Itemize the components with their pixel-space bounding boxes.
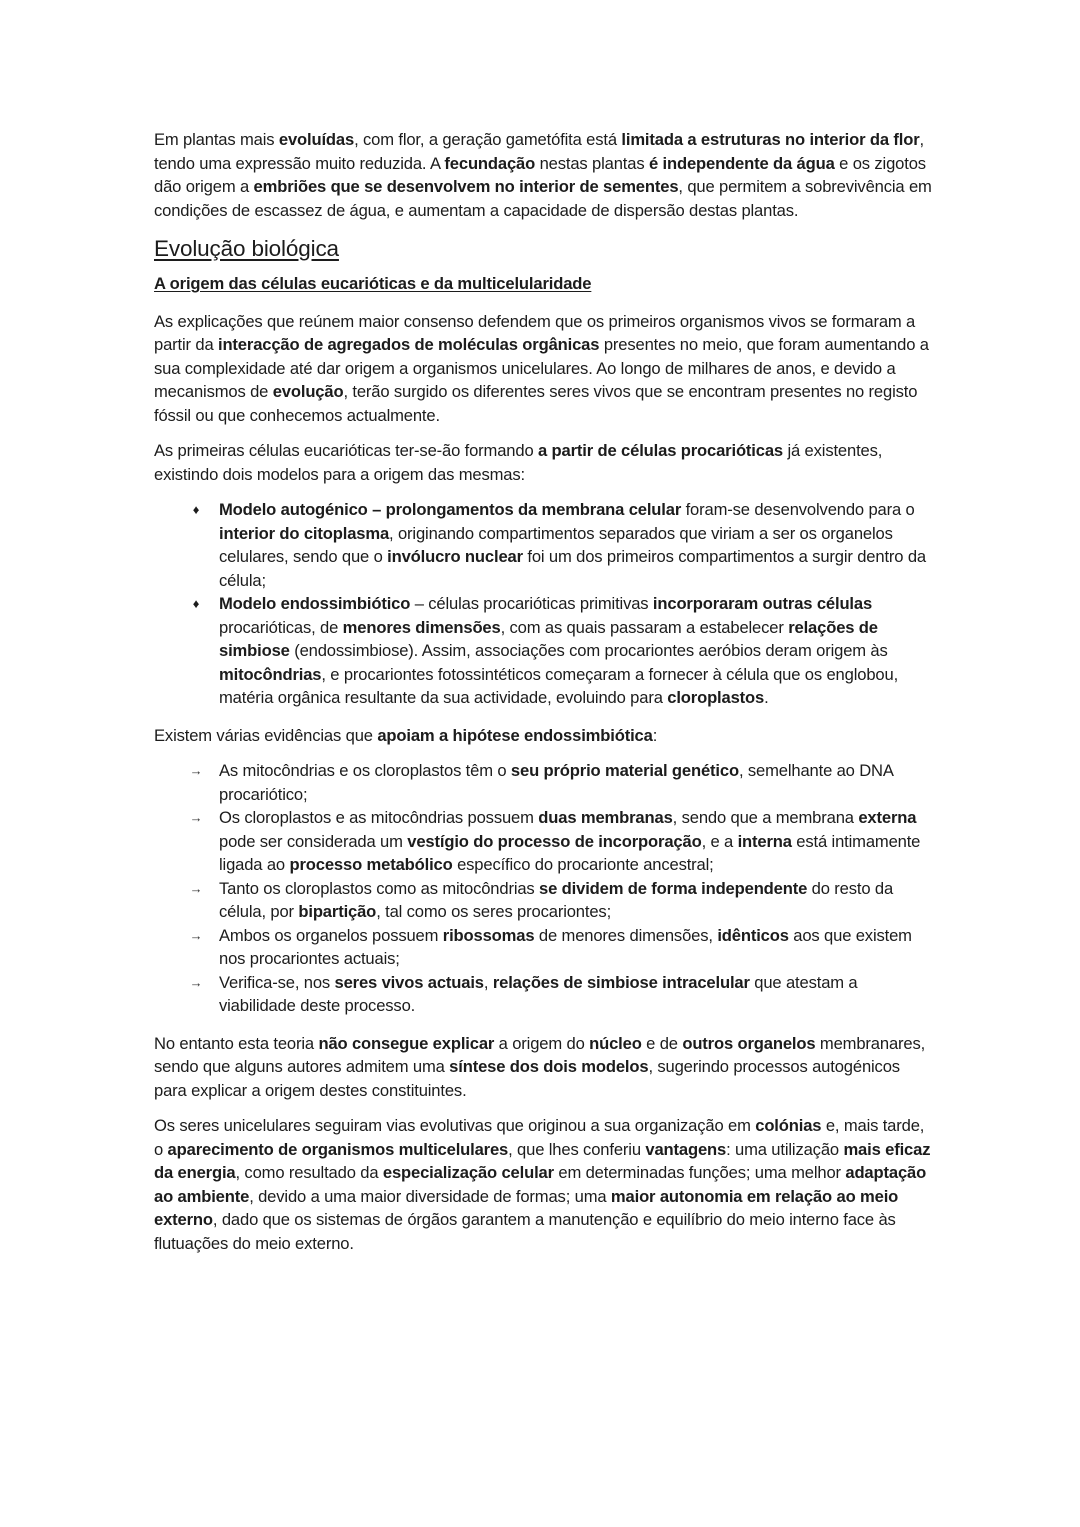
bold-text: menores dimensões [342,617,501,637]
bold-text: invólucro nuclear [387,547,523,566]
text: Os seres unicelulares seguiram vias evolutivas que originou a sua organização em [154,1116,756,1135]
bold-text: Modelo autogénico – prolongamentos da membrana celular [219,500,682,519]
paragraph-plants [154,128,934,222]
text: , e procariontes fotossintéticos começaram a fornecer à célula que os englobou, matéria orgânica resultante da sua actividade, evoluindo para [219,664,899,707]
text: , que lhes conferiu [508,1139,646,1159]
bold-text: interna [737,831,792,851]
text: aos que existem nos procariontes actuais; [219,925,912,968]
text: procarióticas, de [219,617,343,637]
text: específico do procarionte ancestral; [452,855,714,874]
paragraph-eukaryotes [154,439,934,486]
arrow-bullet-icon: → [189,810,203,825]
bold-text: interior do citoplasma [219,523,390,543]
text: , como resultado da [235,1163,383,1182]
text: As explicações que reúnem maior consenso defendem que os primeiros organismos vivos se formaram a partir da [154,311,916,354]
text: e de [641,1033,683,1053]
text: As mitocôndrias e os cloroplastos têm o [219,761,511,780]
bold-text: a partir de células procarióticas [538,441,784,460]
bold-text: limitada a estruturas no interior da flor [621,130,920,149]
text: a origem do [494,1033,590,1053]
bold-text: aparecimento de organismos multicelulares [167,1139,509,1159]
list-item-text [219,500,926,590]
paragraph-evidence-intro [154,724,934,748]
bold-text: síntese dos dois modelos [449,1057,649,1076]
list-item-endosymbiotic [154,592,934,710]
bold-text: mitocôndrias [219,664,322,684]
text: está intimamente ligada ao [219,831,921,874]
list-item-text [219,879,893,922]
text: , terão surgido os diferentes seres vivos que se encontram presentes no registo fóssil ou que conhecemos actualmente. [154,382,918,425]
text: , e a [701,831,738,851]
paragraph-multicellularity [154,1114,934,1255]
text: , com flor, a geração gametófita está [354,130,622,149]
bold-text: evoluídas [278,130,355,149]
text: , semelhante ao DNA procariótico; [219,761,893,804]
bold-text: duas membranas [538,808,673,827]
bold-text: mais eficaz da energia [154,1139,931,1182]
arrow-bullet-icon: → [189,927,203,943]
bold-text: Modelo endossimbiótico [219,594,411,613]
text: , que permitem a sobrevivência em condições de escassez de água, e aumentam a capacidade de dispersão destas plantas. [154,177,932,220]
arrow-bullet-icon: → [189,763,203,778]
text: Ambos os organelos possuem [219,925,443,945]
text: : [652,725,658,745]
text: nestas plantas [535,153,649,173]
text: , sendo que a membrana [672,808,859,827]
text: , devido a uma maior diversidade de formas; uma [249,1186,611,1206]
text: e os zigotos dão origem a [154,153,926,196]
list-item-text [219,808,920,874]
bold-text: não consegue explicar [318,1033,495,1053]
text: , [483,972,493,992]
bold-text: idênticos [717,925,789,945]
text: Existem várias evidências que [154,725,378,745]
text: Os cloroplastos e as mitocôndrias possuem [219,808,539,827]
text: No entanto esta teoria [154,1033,319,1053]
text: . [764,688,769,707]
text: de menores dimensões, [534,925,718,945]
text: que atestam a viabilidade deste processo. [219,972,858,1015]
bold-text: relações de simbiose intracelular [492,972,750,992]
bold-text: maior autonomia em relação ao meio externo [154,1186,899,1229]
list-item-evidence [154,924,934,971]
list-item-evidence [154,877,934,924]
text: – células procarióticas primitivas [410,594,653,613]
bold-text: externa [858,808,917,827]
bold-text: embriões que se desenvolvem no interior de sementes [253,177,679,196]
bold-text: apoiam a hipótese endossimbiótica [377,725,653,745]
arrow-bullet-icon: → [189,880,203,896]
bold-text: bipartição [298,902,377,921]
bold-text: evolução [272,382,344,401]
text: pode ser considerada um [219,831,408,851]
list-item-text [219,973,857,1016]
text: Tanto os cloroplastos como as mitocôndrias [219,878,540,898]
bold-text: núcleo [589,1033,642,1053]
list-item-autogenic [154,498,934,592]
list-item-evidence [154,806,934,877]
bold-text: incorporaram outras células [652,594,873,613]
bold-text: relações de simbiose [219,617,878,660]
text: em determinadas funções; uma melhor [553,1163,846,1182]
text: membranares, sendo que alguns autores admitem uma [154,1033,926,1076]
bold-text: é independente da água [648,153,835,173]
bold-text: processo metabólico [289,855,453,874]
list-item-evidence [154,971,934,1018]
evidence-list [154,759,934,1018]
section-title: Evolução biológica [154,236,339,261]
text: , tendo uma expressão muito reduzida. A [154,130,925,173]
text: , originando compartimentos separados que viriam a ser os organelos celulares, sendo que o [219,523,893,566]
bold-text: cloroplastos [667,688,765,707]
bold-text: interacção de agregados de moléculas orgânicas [217,335,600,354]
text: já existentes, existindo dois modelos para a origem das mesmas: [154,441,883,484]
text: Verifica-se, nos [219,972,335,992]
bold-text: vestígio do processo de incorporação [407,831,702,851]
bold-text: adaptação ao ambiente [154,1163,927,1206]
diamond-bullet-icon: ♦ [192,596,200,611]
arrow-bullet-icon: → [189,974,203,990]
text: , sugerindo processos autogénicos para explicar a origem destes constituintes. [154,1057,900,1100]
text: do resto da célula, por [219,878,894,921]
text: , dado que os sistemas de órgãos garantem a manutenção e equilíbrio do meio interno face às flutuações do meio externo. [154,1210,896,1253]
section-subtitle: A origem das células eucarióticas e da multicelularidade [154,274,592,293]
text: foi um dos primeiros compartimentos a surgir dentro da célula; [219,547,926,590]
bold-text: colónias [755,1116,822,1135]
text: : uma utilização [726,1139,844,1159]
text: presentes no meio, que foram aumentando a sua complexidade até dar origem a organismos unicelulares. Ao longo de milhares de anos, e devido a mecanismos de [154,335,929,401]
text: foram-se desenvolvendo para o [681,500,915,519]
text: Em plantas mais [154,130,279,149]
list-item-text [219,761,893,804]
text: , tal como os seres procariontes; [376,902,612,921]
text: e, mais tarde, o [154,1116,925,1159]
bold-text: vantagens [645,1139,727,1159]
text: As primeiras células eucarióticas ter-se-ão formando [154,441,539,460]
text: (endossimbiose). Assim, associações com procariontes aeróbios deram origem às [289,641,888,660]
models-list [154,498,934,710]
list-item-text [219,926,912,969]
bold-text: ribossomas [442,925,535,945]
diamond-bullet-icon: ♦ [192,502,200,517]
bold-text: especialização celular [382,1163,554,1182]
bold-text: fecundação [444,153,536,173]
list-item-text [219,594,898,707]
paragraph-origin [154,310,934,428]
text: , com as quais passaram a estabelecer [500,617,789,637]
bold-text: se dividem de forma independente [539,878,808,898]
bold-text: outros organelos [682,1033,816,1053]
bold-text: seres vivos actuais [334,972,484,992]
document-page [154,128,934,1267]
paragraph-limitations [154,1032,934,1103]
bold-text: seu próprio material genético [510,761,739,780]
list-item-evidence [154,759,934,806]
